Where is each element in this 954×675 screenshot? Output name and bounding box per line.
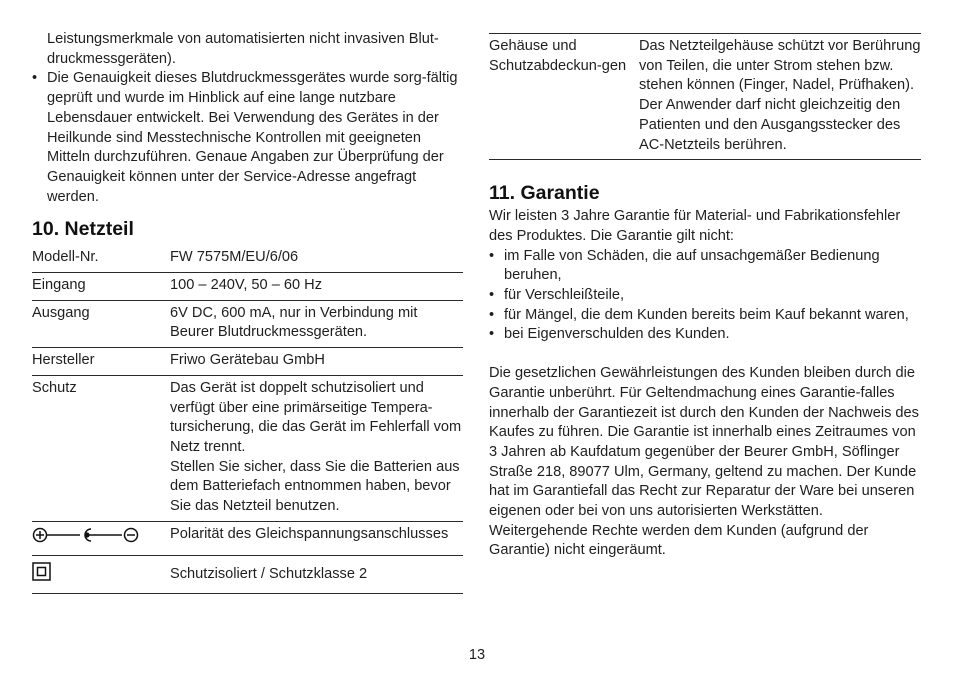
list-item (489, 325, 921, 345)
netzteil-spec-table (32, 245, 463, 594)
spec-value: 100 – 240V, 50 – 60 Hz (170, 273, 463, 301)
spec-value: FW 7575M/EU/6/06 (170, 249, 299, 266)
table-row (32, 375, 463, 521)
list-item (489, 286, 921, 306)
intro-continuation: Leistungsmerkmale von automatisierten nicht invasiven Blut-druckmessgeräten). (47, 31, 439, 67)
paragraph-gap (489, 345, 921, 364)
list-item-text: für Verschleißteile, (504, 287, 625, 304)
table-bottom-rule (32, 594, 463, 595)
schutz-text-1: Das Gerät ist doppelt schutzisoliert und verfügt über eine primärseitige Tempera-tursicherung, die das Gerät im Fehlerfall vom Netz trennt. (170, 379, 462, 455)
table-row (489, 34, 921, 160)
spec-value: 6V DC, 600 mA, nur in Verbindung mit Beurer Blutdruckmessgeräten. (170, 300, 463, 347)
spec-key: Eingang (32, 273, 170, 301)
section-title-garantie: 11. Garantie (489, 182, 600, 205)
page-number: 13 (468, 647, 486, 663)
gehaeuse-table (489, 33, 921, 160)
spec-value: Polarität des Gleichspannungsanschlusses (170, 521, 463, 556)
garantie-intro: Wir leisten 3 Jahre Garantie für Material- und Fabrikationsfehler des Produktes. Die Garantie gilt nicht: (489, 208, 901, 244)
spec-value: Schutzisoliert / Schutzklasse 2 (170, 556, 463, 594)
table-row (32, 348, 463, 376)
list-item-text: im Falle von Schäden, die auf unsachgemäßer Bedienung beruhen, (504, 247, 880, 284)
list-item-text: Die Genauigkeit dieses Blutdruckmessgerätes wurde sorg-fältig geprüft und wurde im Hinblick auf eine lange nutzbare Lebensdauer entwickelt. Bei Verwendung des Gerätes in der Heilkunde sind Messtechnische Kontrollen mit geeigneten Mitteln durchzuführen. Genaue Angaben zur Überprüfung der Genauigkeit können unter der Service-Adresse angefragt werden. (47, 70, 458, 205)
spec-value (170, 375, 463, 521)
garantie-bullet-list (489, 247, 921, 346)
spec-key: Schutz (32, 375, 170, 521)
list-item (489, 306, 921, 326)
spec-key: Gehäuse und Schutzabdeckun-gen (489, 34, 639, 160)
section-title-netzteil: 10. Netzteil (32, 218, 134, 241)
table-row (32, 273, 463, 301)
bullet-icon: • (489, 287, 495, 304)
spec-key (32, 556, 170, 594)
spec-value: Friwo Gerätebau GmbH (170, 348, 463, 376)
bullet-icon: • (489, 326, 495, 343)
spec-key: Ausgang (32, 300, 170, 347)
spec-value: Das Netzteilgehäuse schützt vor Berührung von Teilen, die unter Strom stehen bzw. stehen können (Finger, Nadel, Prüfhaken). Der Anwender darf nicht gleichzeitig den Patienten und den Ausgangsstecker des AC-Netzteils berühren. (639, 34, 921, 160)
garantie-closing: Die gesetzlichen Gewährleistungen des Kunden bleiben durch die Garantie unberührt. Für Geltendmachung eines Garantie-falles innerhalb der Garantiezeit ist durch den Kunden der Nachweis des Kaufes zu führen. Die Garantie ist innerhalb eines Zeitraumes von 3 Jahren ab Kaufdatum gegenüber der Beurer GmbH, Söflinger Straße 218, 89077 Ulm, Germany, geltend zu machen. Der Kunde hat im Garantiefall das Recht zur Reparatur der Ware bei unseren eigenen oder bei von uns autorisierten Werkstätten. Weitergehende Rechte werden dem Kunden (aufgrund der Garantie) nicht eingeräumt. (489, 365, 919, 559)
list-item (32, 69, 463, 207)
spec-key (32, 521, 170, 556)
left-column (32, 30, 463, 594)
polarity-icon (32, 525, 144, 545)
intro-bullet-list (32, 69, 463, 207)
spec-key: Hersteller (32, 348, 170, 376)
list-item-text: bei Eigenverschulden des Kunden. (504, 326, 730, 343)
table-row (32, 300, 463, 347)
bullet-icon: • (489, 306, 495, 323)
table-row (32, 556, 463, 594)
bullet-icon: • (489, 247, 495, 264)
table-row (32, 245, 463, 272)
right-column (489, 33, 921, 561)
list-item (489, 247, 921, 286)
protection-class-2-icon (32, 562, 52, 582)
spec-key: Modell-Nr. (32, 249, 99, 266)
table-row (32, 521, 463, 556)
bullet-icon: • (32, 70, 38, 87)
schutz-text-2: Stellen Sie sicher, dass Sie die Batterien aus dem Batteriefach entnommen haben, bevor Sie das Netzteil benutzen. (170, 458, 460, 515)
list-item-text: für Mängel, die dem Kunden bereits beim Kauf bekannt waren, (504, 306, 909, 323)
